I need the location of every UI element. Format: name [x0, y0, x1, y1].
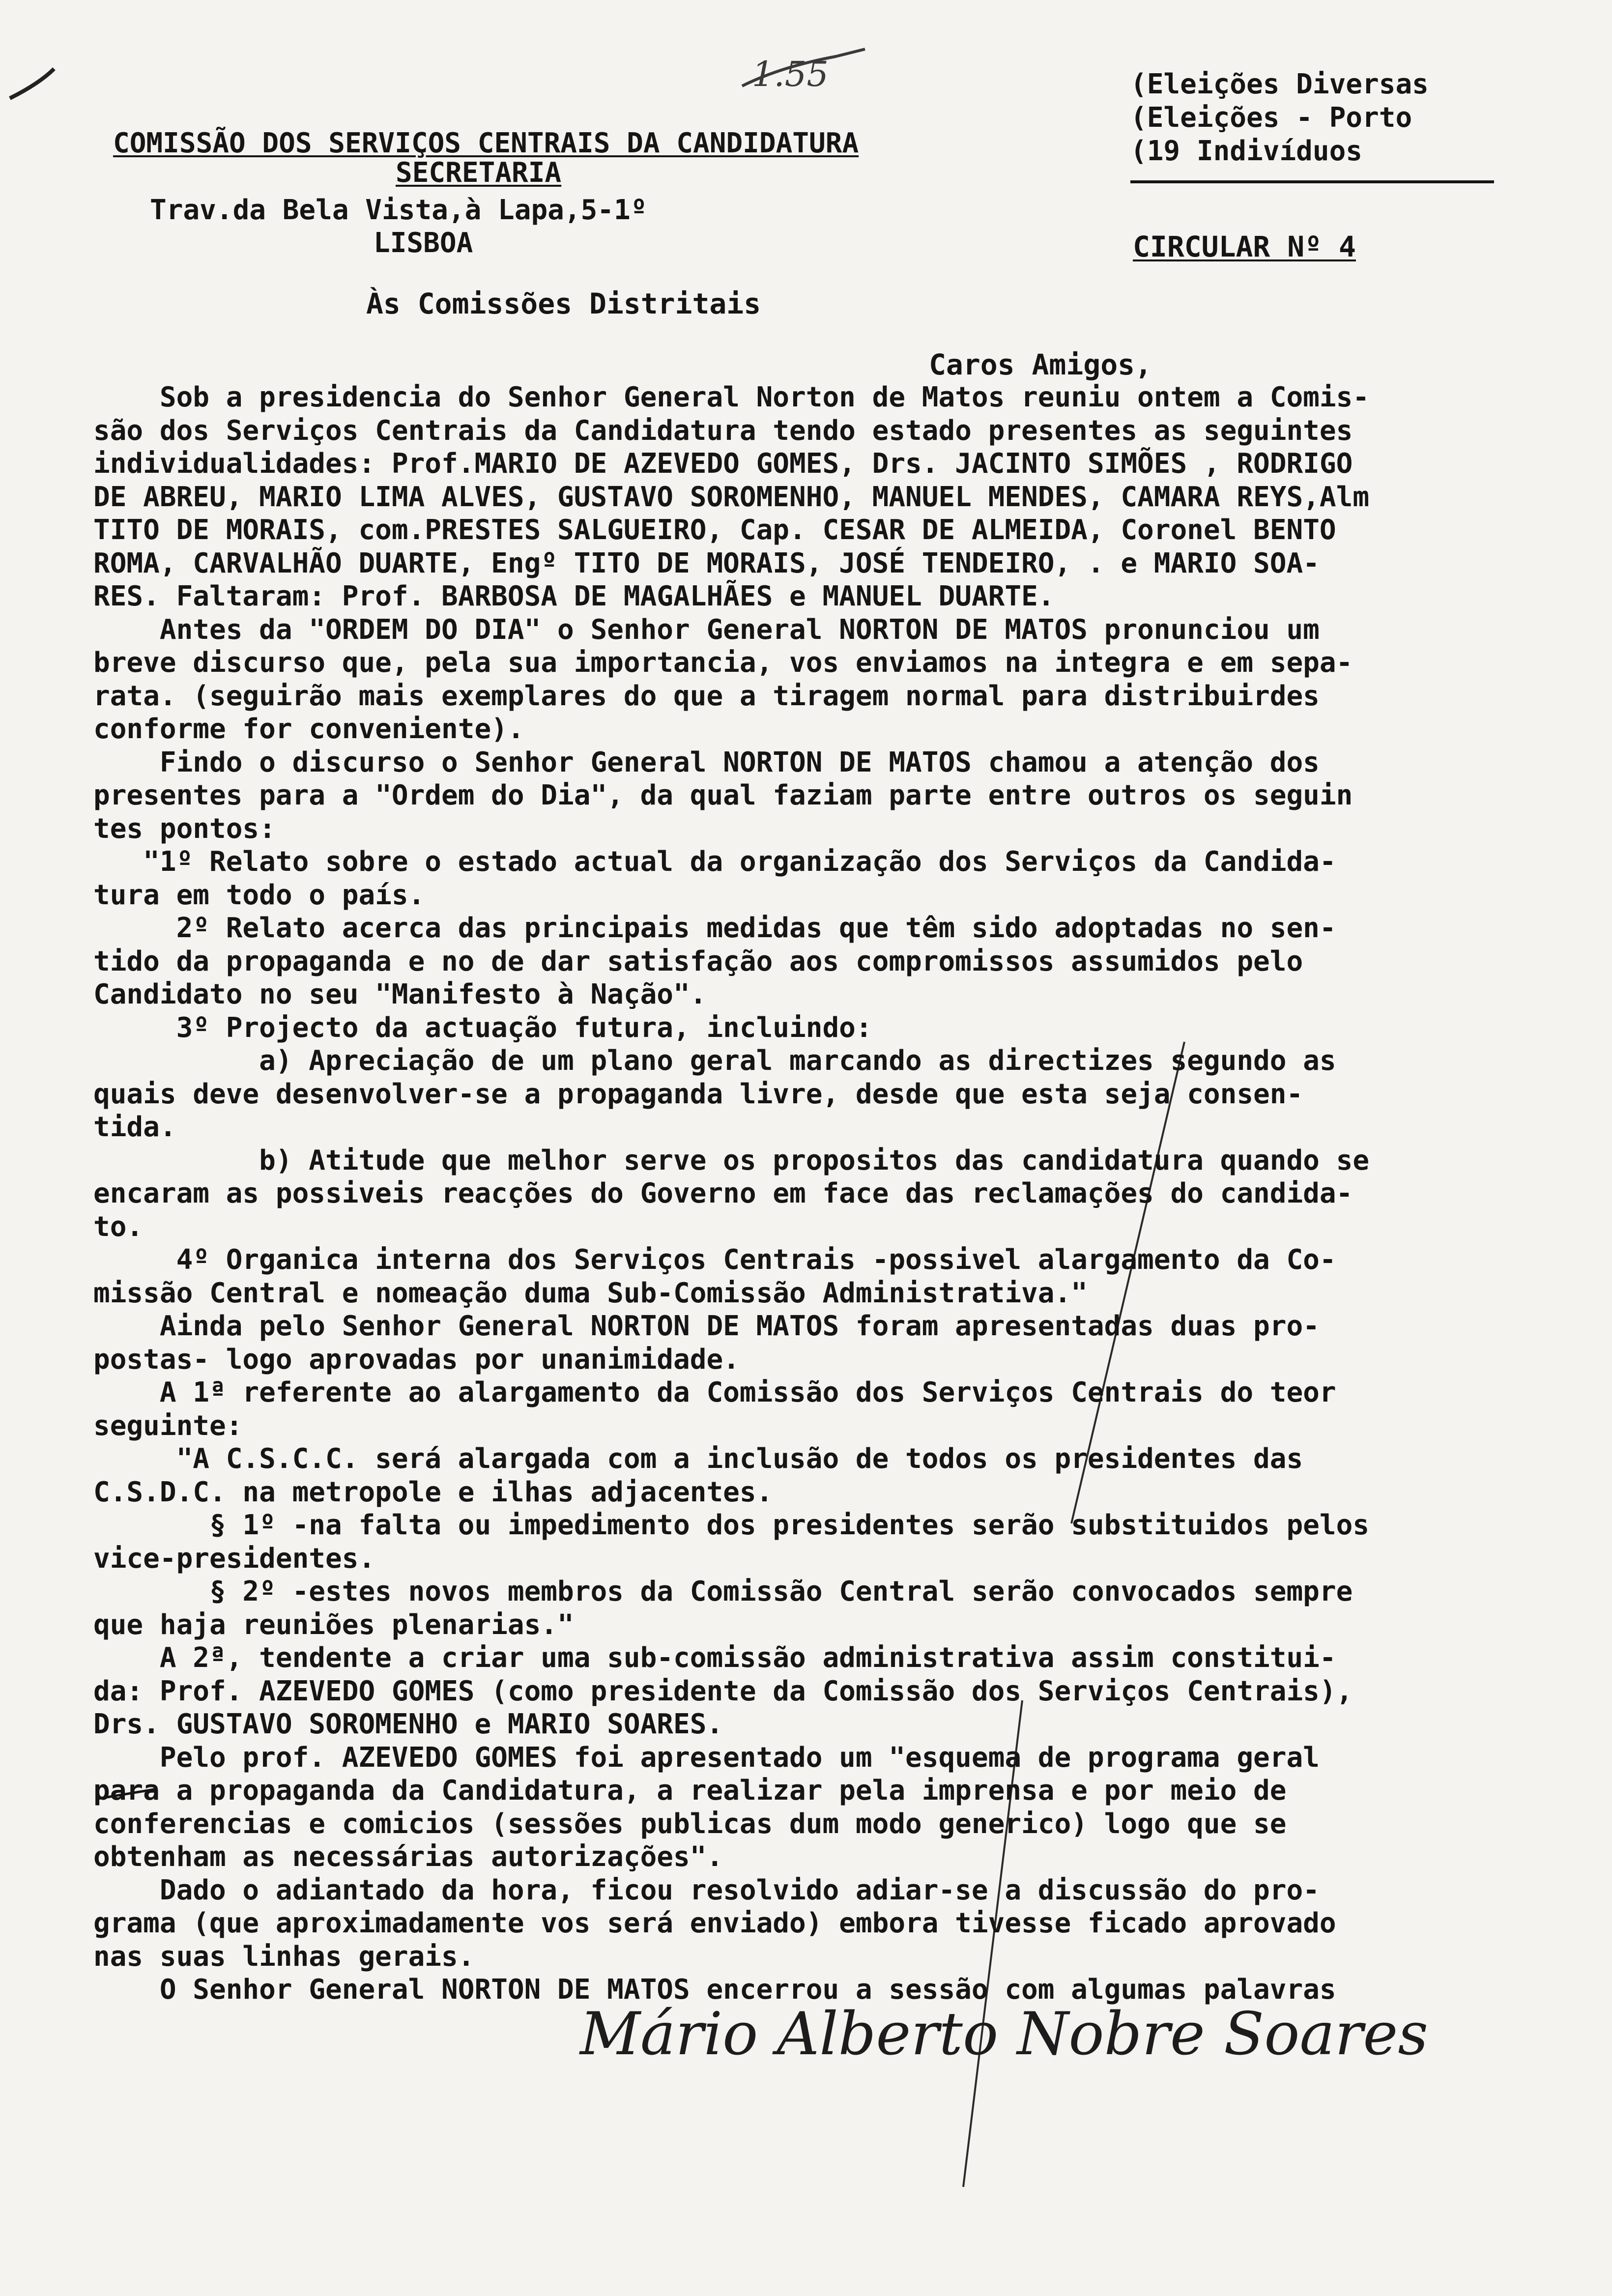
body-line: seguinte: [93, 1409, 243, 1442]
body-line: individualidades: Prof.MARIO DE AZEVEDO GOMES, Drs. JACINTO SIMÕES , RODRIGO [93, 448, 1353, 480]
body-line: nas suas linhas gerais. [93, 1940, 475, 1973]
body-line: § 2º -estes novos membros da Comissão Central serão convocados sempre [93, 1576, 1353, 1607]
body-line: grama (que aproximadamente vos será enviado) embora tivesse ficado aprovado [93, 1907, 1336, 1939]
body-line: Drs. GUSTAVO SOROMENHO e MARIO SOARES. [93, 1708, 723, 1740]
body-line: tura em todo o país. [93, 879, 425, 911]
body-line: tes pontos: [93, 812, 276, 845]
body-line: 2º Relato acerca das principais medidas que têm sido adoptadas no sen- [93, 912, 1336, 944]
tag-line-2: (Eleições - Porto [1130, 102, 1412, 134]
body-line: postas- logo aprovadas por unanimidade. [93, 1343, 740, 1376]
body-line: Pelo prof. AZEVEDO GOMES foi apresentado um "esquema de programa geral [93, 1741, 1320, 1774]
body-line: presentes para a "Ordem do Dia", da qual faziam parte entre outros os seguin [93, 779, 1353, 811]
body-line: encaram as possiveis reacções do Governo em face das reclamações do candida- [93, 1177, 1353, 1209]
body-line: breve discurso que, pela sua importancia, vos enviamos na integra e em sepa- [93, 647, 1353, 679]
body-line: "1º Relato sobre o estado actual da organização dos Serviços da Candida- [93, 846, 1336, 878]
body-line: A 1ª referente ao alargamento da Comissão dos Serviços Centrais do teor [93, 1377, 1336, 1408]
body-line: C.S.D.C. na metropole e ilhas adjacentes. [93, 1476, 773, 1508]
body-line: vice-presidentes. [93, 1542, 375, 1575]
org-title: COMISSÃO DOS SERVIÇOS CENTRAIS DA CANDIDATURA [113, 127, 859, 159]
body-line: TITO DE MORAIS, com.PRESTES SALGUEIRO, Cap. CESAR DE ALMEIDA, Coronel BENTO [93, 514, 1336, 546]
address: Trav.da Bela Vista,à Lapa,5-1º [150, 194, 647, 226]
body-line: quais deve desenvolver-se a propaganda livre, desde que esta seja consen- [93, 1078, 1303, 1110]
body-line: missão Central e nomeação duma Sub-Comissão Administrativa." [93, 1277, 1088, 1309]
body-line: rata. (seguirão mais exemplares do que a tiragem normal para distribuirdes [93, 680, 1320, 712]
body-line: da: Prof. AZEVEDO GOMES (como presidente da Comissão dos Serviços Centrais), [93, 1675, 1353, 1707]
body-line: Ainda pelo Senhor General NORTON DE MATOS foram apresentadas duas pro- [93, 1310, 1320, 1342]
body-line: O Senhor General NORTON DE MATOS encerrou a sessão com algumas palavras [93, 1974, 1336, 2006]
body-line: Antes da "ORDEM DO DIA" o Senhor General NORTON DE MATOS pronunciou um [93, 613, 1320, 646]
salutation: Caros Amigos, [929, 348, 1152, 381]
body-line: obtenham as necessárias autorizações". [93, 1841, 723, 1873]
body-line: ROMA, CARVALHÃO DUARTE, Engº TITO DE MORAIS, JOSÉ TENDEIRO, . e MARIO SOA- [93, 547, 1320, 579]
body-text [93, 381, 1592, 2007]
pencil-annotation: 1.55 [752, 54, 829, 94]
body-line: to. [93, 1210, 144, 1243]
city: LISBOA [374, 227, 473, 259]
body-line: § 1º -na falta ou impedimento dos presidentes serão substituidos pelos [93, 1509, 1370, 1541]
body-line: 3º Projecto da actuação futura, incluindo: [93, 1011, 872, 1044]
body-line: tido da propaganda e no de dar satisfação aos compromissos assumidos pelo [93, 945, 1303, 977]
tag-line-1: (Eleições Diversas [1130, 68, 1429, 100]
body-line: RES. Faltaram: Prof. BARBOSA DE MAGALHÃES e MANUEL DUARTE. [93, 580, 1055, 612]
body-line: b) Atitude que melhor serve os propositos das candidatura quando se [93, 1144, 1370, 1177]
body-line: Dado o adiantado da hora, ficou resolvido adiar-se a discussão do pro- [93, 1874, 1320, 1906]
body-line: conforme for conveniente). [93, 713, 524, 745]
handwritten-signature: Mário Alberto Nobre Soares [580, 2000, 1428, 2068]
body-line: "A C.S.C.C. será alargada com a inclusão de todos os presidentes das [93, 1443, 1303, 1475]
circular-number: CIRCULAR Nº 4 [1133, 230, 1356, 263]
body-line: 4º Organica interna dos Serviços Centrais -possivel alargamento da Co- [93, 1244, 1336, 1276]
body-line: para a propaganda da Candidatura, a realizar pela imprensa e por meio de [93, 1775, 1287, 1807]
body-line: tida. [93, 1111, 176, 1143]
body-line: Findo o discurso o Senhor General NORTON DE MATOS chamou a atenção dos [93, 746, 1320, 778]
body-line: são dos Serviços Centrais da Candidatura tendo estado presentes as seguintes [93, 414, 1353, 447]
margin-mark [10, 69, 54, 98]
body-line: a) Apreciação de um plano geral marcando as directizes segundo as [93, 1045, 1336, 1077]
body-line: A 2ª, tendente a criar uma sub-comissão administrativa assim constitui- [93, 1642, 1336, 1674]
body-line: Candidato no seu "Manifesto à Nação". [93, 978, 707, 1010]
addressee: Às Comissões Distritais [366, 287, 761, 320]
tag-line-3: (19 Indivíduos [1130, 135, 1363, 167]
secretaria-label: SECRETARIA [396, 157, 562, 189]
body-line: Sob a presidencia do Senhor General Norton de Matos reuniu ontem a Comis- [93, 381, 1370, 413]
body-line: DE ABREU, MARIO LIMA ALVES, GUSTAVO SOROMENHO, MANUEL MENDES, CAMARA REYS,Alm [93, 481, 1370, 513]
body-line: que haja reuniões plenarias." [93, 1608, 574, 1641]
body-line: conferencias e comicios (sessões publicas dum modo generico) logo que se [93, 1808, 1287, 1840]
